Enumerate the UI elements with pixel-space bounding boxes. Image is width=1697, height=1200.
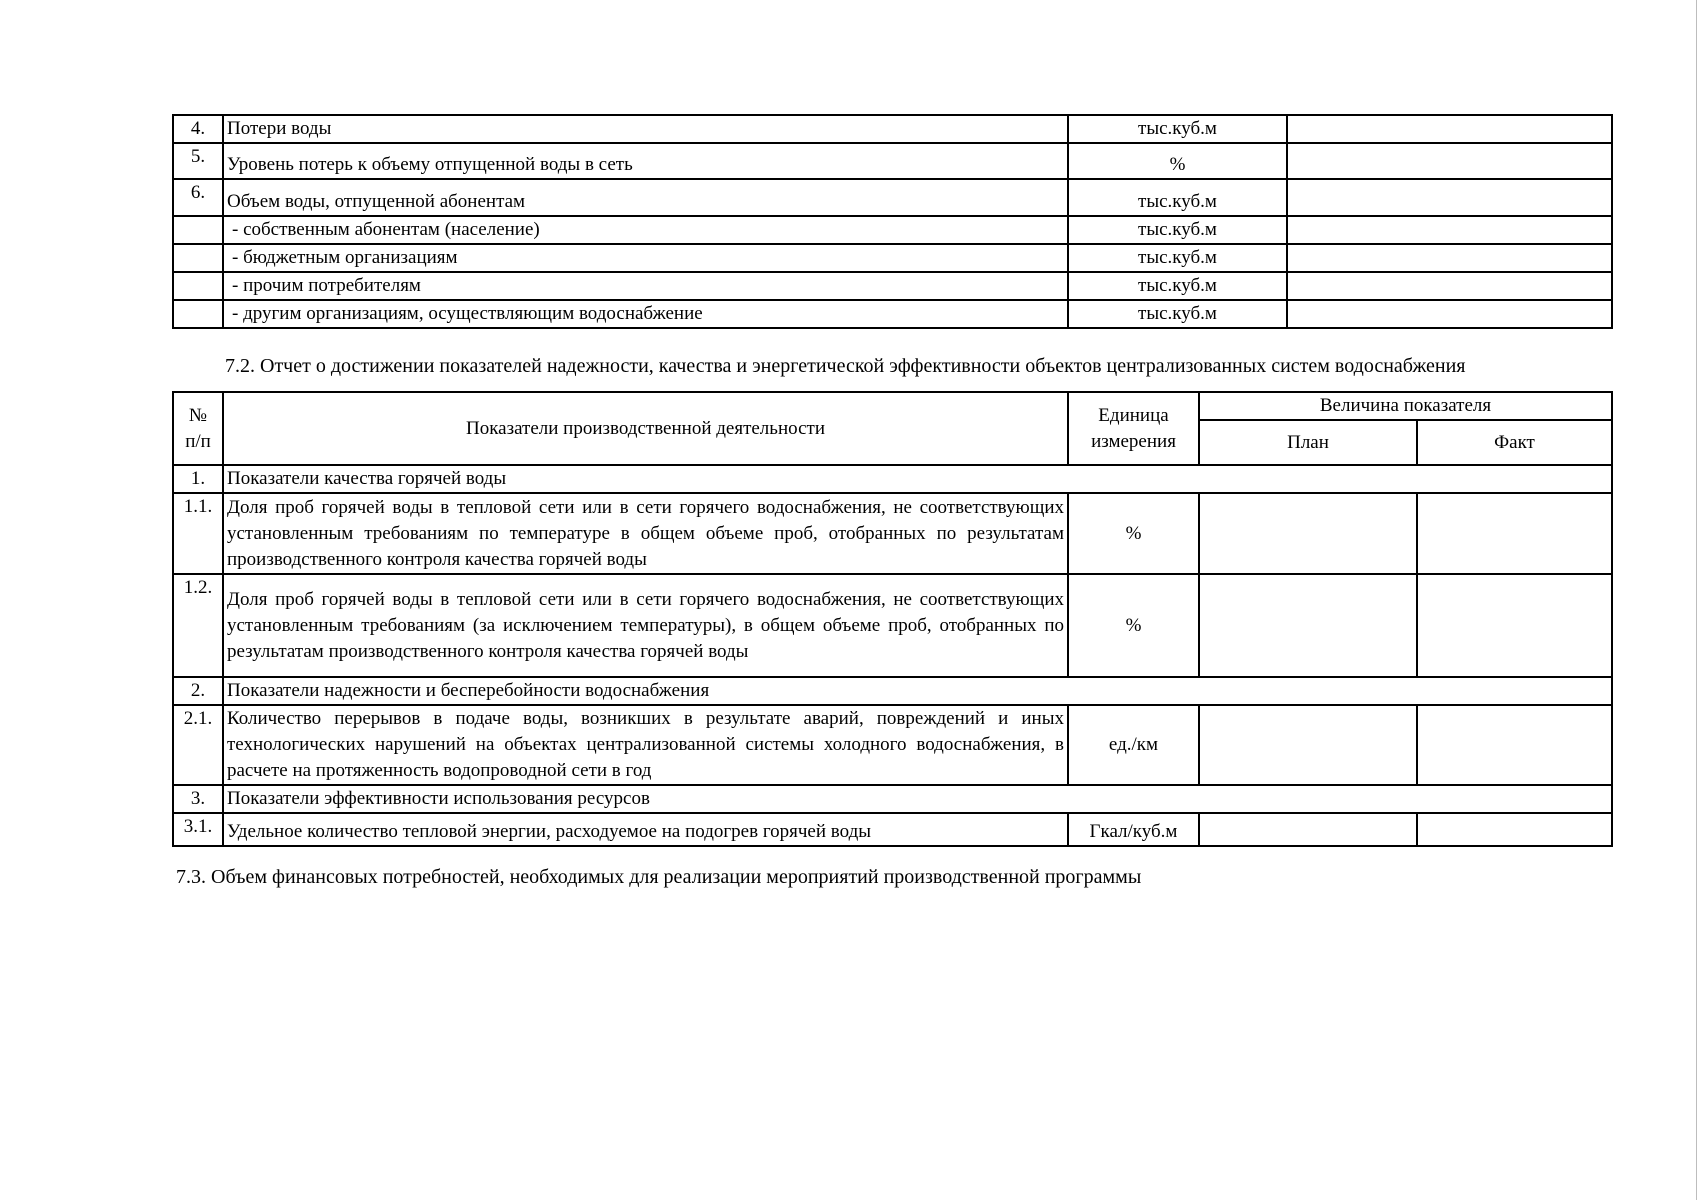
- row-number: 1.2.: [173, 574, 223, 677]
- row-number: 6.: [173, 179, 223, 216]
- row-label: Удельное количество тепловой энергии, расходуемое на подогрев горячей воды: [223, 813, 1068, 846]
- row-number: 1.1.: [173, 493, 223, 574]
- row-number: 5.: [173, 143, 223, 179]
- row-unit: ед./км: [1068, 705, 1199, 785]
- header-value-group: Величина показателя: [1199, 392, 1612, 420]
- header-unit: Единица измерения: [1068, 392, 1199, 465]
- row-value: [1287, 272, 1612, 300]
- row-value: [1287, 179, 1612, 216]
- row-label: - собственным абонентам (население): [223, 216, 1068, 244]
- table-row: [173, 179, 1612, 216]
- header-row: [173, 392, 1612, 420]
- table-row: [173, 574, 1612, 677]
- row-label: Потери воды: [223, 115, 1068, 143]
- row-unit: тыс.куб.м: [1068, 115, 1287, 143]
- row-unit: тыс.куб.м: [1068, 179, 1287, 216]
- row-number: 4.: [173, 115, 223, 143]
- header-fact: Факт: [1417, 420, 1612, 465]
- row-number: [173, 272, 223, 300]
- table-row: [173, 813, 1612, 846]
- row-unit: %: [1068, 493, 1199, 574]
- row-label: - бюджетным организациям: [223, 244, 1068, 272]
- row-number: [173, 300, 223, 328]
- group-label: Показатели надежности и бесперебойности водоснабжения: [223, 677, 1612, 705]
- row-number: 3.1.: [173, 813, 223, 846]
- table-row: [173, 705, 1612, 785]
- row-unit: тыс.куб.м: [1068, 300, 1287, 328]
- row-unit: тыс.куб.м: [1068, 272, 1287, 300]
- row-fact: [1417, 813, 1612, 846]
- row-value: [1287, 115, 1612, 143]
- row-plan: [1199, 705, 1417, 785]
- row-plan: [1199, 493, 1417, 574]
- row-value: [1287, 244, 1612, 272]
- row-plan: [1199, 813, 1417, 846]
- group-row: [173, 677, 1612, 705]
- row-unit: Гкал/куб.м: [1068, 813, 1199, 846]
- row-fact: [1417, 493, 1612, 574]
- row-number: 1.: [173, 465, 223, 493]
- header-plan: План: [1199, 420, 1417, 465]
- group-row: [173, 785, 1612, 813]
- table-row: [173, 272, 1612, 300]
- row-unit: %: [1068, 143, 1287, 179]
- table-row: [173, 244, 1612, 272]
- row-number: 3.: [173, 785, 223, 813]
- section-7-2-caption: 7.2. Отчет о достижении показателей надежности, качества и энергетической эффективности объектов централизованных систем водоснабжения: [225, 355, 1466, 377]
- row-label: - прочим потребителям: [223, 272, 1068, 300]
- row-label: Уровень потерь к объему отпущенной воды в сеть: [223, 143, 1068, 179]
- row-fact: [1417, 574, 1612, 677]
- row-value: [1287, 216, 1612, 244]
- row-label: Доля проб горячей воды в тепловой сети или в сети горячего водоснабжения, не соответствующих установленным требованиям (за исключением температуры), в общем объеме проб, отобранных по результатам производственного контроля качества горячей воды: [223, 574, 1068, 677]
- group-label: Показатели качества горячей воды: [223, 465, 1612, 493]
- row-number: [173, 216, 223, 244]
- table-row: [173, 143, 1612, 179]
- section-7-3-caption: 7.3. Объем финансовых потребностей, необходимых для реализации мероприятий производственной программы: [176, 866, 1142, 888]
- table-row: [173, 115, 1612, 143]
- row-number: [173, 244, 223, 272]
- row-label: - другим организациям, осуществляющим водоснабжение: [223, 300, 1068, 328]
- header-number: № п/п: [173, 392, 223, 465]
- row-unit: тыс.куб.м: [1068, 216, 1287, 244]
- row-unit: %: [1068, 574, 1199, 677]
- row-label: Количество перерывов в подаче воды, возникших в результате аварий, повреждений и иных технологических нарушений на объектах централизованной системы холодного водоснабжения, в расчете на протяженность водопроводной сети в год: [223, 705, 1068, 785]
- row-unit: тыс.куб.м: [1068, 244, 1287, 272]
- row-value: [1287, 300, 1612, 328]
- table-row: [173, 300, 1612, 328]
- group-row: [173, 465, 1612, 493]
- row-value: [1287, 143, 1612, 179]
- group-label: Показатели эффективности использования ресурсов: [223, 785, 1612, 813]
- table-row: [173, 493, 1612, 574]
- row-fact: [1417, 705, 1612, 785]
- header-indicator: Показатели производственной деятельности: [223, 392, 1068, 465]
- row-plan: [1199, 574, 1417, 677]
- row-label: Объем воды, отпущенной абонентам: [223, 179, 1068, 216]
- indicators-table: [172, 391, 1613, 847]
- water-volume-table: [172, 114, 1613, 329]
- row-number: 2.: [173, 677, 223, 705]
- table-row: [173, 216, 1612, 244]
- row-number: 2.1.: [173, 705, 223, 785]
- row-label: Доля проб горячей воды в тепловой сети или в сети горячего водоснабжения, не соответствующих установленным требованиям по температуре в общем объеме проб, отобранных по результатам производственного контроля качества горячей воды: [223, 493, 1068, 574]
